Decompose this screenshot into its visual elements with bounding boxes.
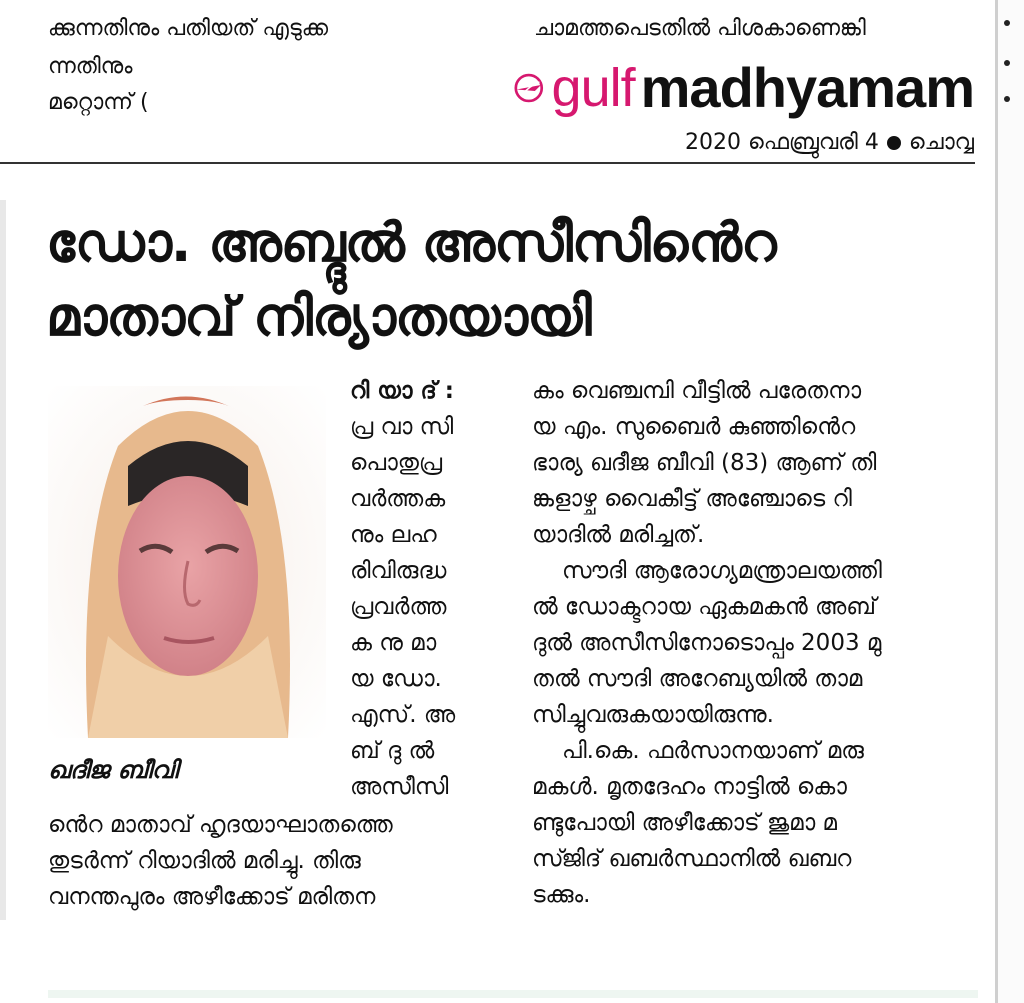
body-line: ബ് ദു ൽ — [350, 738, 435, 764]
previous-article-line: ചാമത്തപെടതിൽ പിശകാണെങ്കി — [534, 16, 866, 41]
body-line: സൗദി ആരോഗ്യമന്ത്രാലയത്തി — [562, 558, 882, 584]
body-line: യാദിൽ മരിച്ചത്. — [532, 522, 705, 548]
body-line: ക നു മാ — [350, 630, 437, 656]
body-line: സിച്ചുവരുകയായിരുന്നു. — [532, 702, 774, 728]
body-line: വർത്തക — [350, 486, 446, 512]
headline-line: ഡോ. അബ്ദുൽ അസീസിൻെറ — [46, 211, 776, 274]
body-line: തുടർന്ന് റിയാദിൽ മരിച്ചു. തിരു — [48, 848, 361, 874]
page-edge-left — [0, 200, 6, 920]
body-line: കം വെഞ്ചമ്പി വീട്ടിൽ പരേതനാ — [532, 378, 862, 404]
previous-article-line: മറ്റൊന്ന് ( — [48, 90, 149, 115]
portrait-photo — [48, 386, 326, 738]
adjacent-page-strip — [998, 0, 1024, 1003]
body-line: ടക്കും. — [532, 882, 591, 908]
body-line: മകൾ. മൃതദേഹം നാട്ടിൽ കൊ — [532, 774, 847, 800]
logo-mark-icon — [512, 66, 546, 110]
body-line: പൊതുപ്ര — [350, 450, 443, 476]
body-line: യ ഡോ. — [350, 666, 442, 692]
publication-date: 2020 ഫെബ്രുവരി 4 — [685, 130, 879, 155]
publication-day: ചൊവ്വ — [908, 130, 974, 155]
masthead-rule — [0, 162, 975, 164]
bullet-dot-icon — [887, 136, 901, 150]
gulf-madhyamam-logo — [512, 58, 974, 118]
body-line: ങ്കളാഴ്ച വൈകീട്ട് അഞ്ചോടെ റി — [532, 486, 852, 512]
body-line: ൽ ഡോക്ടറായ ഏകമകൻ അബ് — [532, 594, 877, 620]
body-line: ൻെറ മാതാവ് ഹൃദയാഘാതത്തെ — [48, 812, 393, 838]
dateline — [685, 126, 974, 160]
dateline-place: റി യാ ദ് : — [350, 378, 454, 404]
body-line: പ്രവർത്ത — [350, 594, 447, 620]
body-line: തൽ സൗദി അറേബ്യയിൽ താമ — [532, 666, 863, 692]
logo-gulf-text: gulf — [551, 58, 635, 118]
body-line: യ എം. സുബൈർ കുഞ്ഞിൻെറ — [532, 414, 856, 440]
bottom-strip — [48, 990, 978, 998]
body-line: നും ലഹ — [350, 522, 437, 548]
body-line: അസീസി — [350, 774, 449, 800]
body-line: ഭാര്യ ഖദീജ ബീവി (83) ആണ് തി — [532, 450, 877, 476]
body-line: എസ്. അ — [350, 702, 456, 728]
logo-madhyamam-text: madhyamam — [640, 56, 974, 119]
body-line: പ്ര വാ സി — [350, 414, 454, 440]
body-line: ണ്ടുപോയി അഴീക്കോട് ജുമാ മ — [532, 810, 837, 836]
body-line: രിവിരുദ്ധ — [350, 558, 447, 584]
body-line: വനന്തപുരം അഴീക്കോട് മരിതന — [48, 884, 376, 910]
previous-article-line: ക്കുന്നതിനും പതിയത് എടുക്ക — [48, 16, 329, 41]
body-line: സ്ജിദ് ഖബർസ്ഥാനിൽ ഖബറ — [532, 846, 852, 872]
body-line: ദുൽ അസീസിനോടൊപ്പം 2003 മു — [532, 630, 882, 656]
cut-off-line-top — [44, 0, 490, 6]
body-line: പി.കെ. ഫർസാനയാണ് മരു — [562, 738, 864, 764]
photo-caption: ഖദീജ ബീവി — [48, 756, 178, 784]
headline-line: മാതാവ് നിര്യാതയായി — [46, 285, 591, 348]
previous-article-line: ന്നതിനും — [48, 54, 133, 79]
